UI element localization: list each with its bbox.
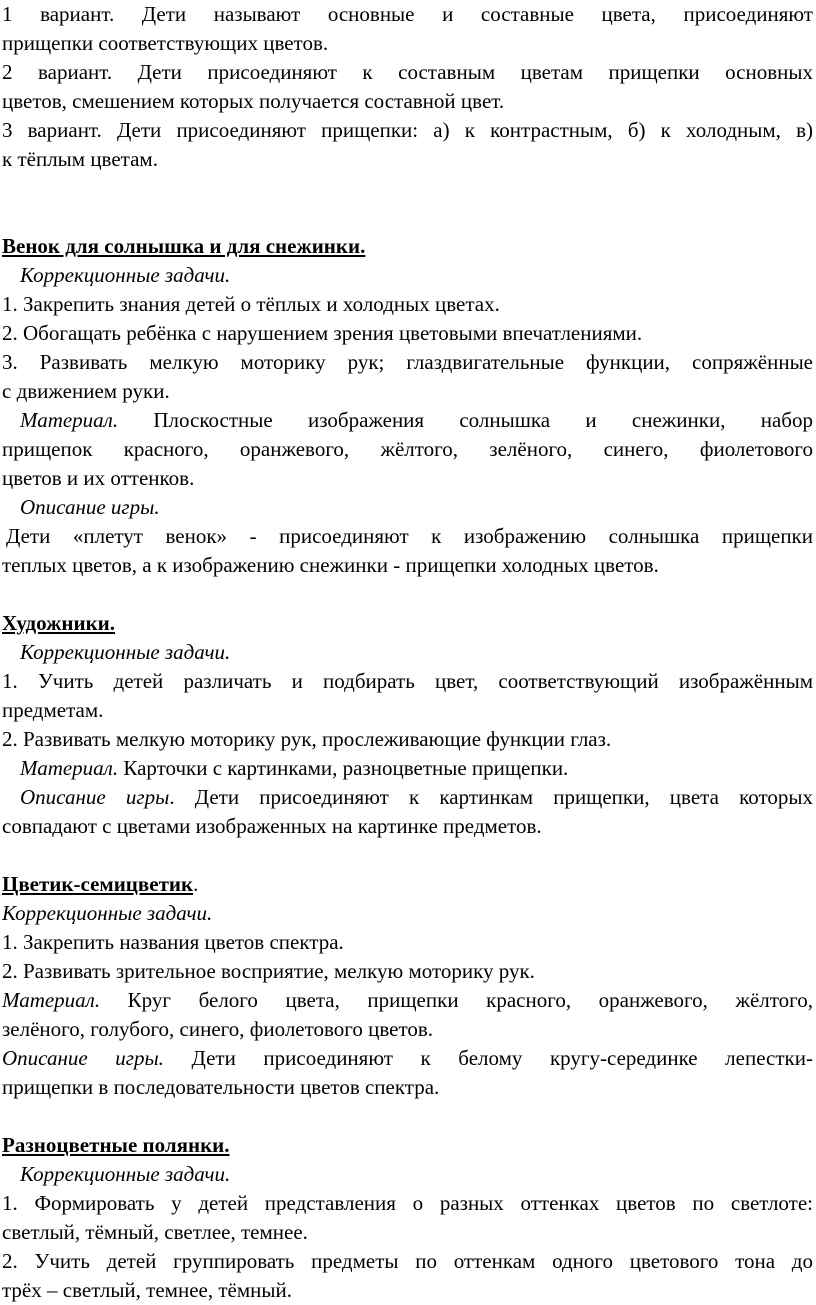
game-artists [2,609,813,841]
task-item: 1. Учить детей различать и подбирать цвет, соответствующий изображённым [2,669,813,693]
description-text: Дети присоединяют к белому кругу-серединке лепестки- [163,1046,813,1070]
intro-variants [2,0,813,174]
task-item: 1. Закрепить знания детей о тёплых и холодных цветах. [2,292,500,316]
description-line: совпадают с цветами изображенных на картинке предметов. [2,814,542,838]
task-item: 1. Закрепить названия цветов спектра. [2,930,344,954]
description-label: Описание игры [20,785,170,809]
description-line: теплых цветов, а к изображению снежинки - прищепки холодных цветов. [2,553,659,577]
task-item: 2. Учить детей группировать предметы по оттенкам одного цветового тона до [2,1249,813,1273]
material-line [2,754,813,783]
tasks-label: Коррекционные задачи. [20,1162,231,1186]
variant-2-line-2: цветов, смешением которых получается составной цвет. [2,89,505,113]
variant-1-line-2: прищепки соответствующих цветов. [2,31,329,55]
game-title: Венок для солнышка и для снежинки. [2,234,366,258]
blank-line [2,1102,813,1131]
task-item: 2. Развивать мелкую моторику рук, прослеживающие функции глаз. [2,727,612,751]
title-dot: . [193,872,199,896]
description-text: . Дети присоединяют к картинкам прищепки, цвета которых [169,785,813,809]
variant-3-line-2: к тёплым цветам. [2,147,158,171]
task-item: 2. Развивать зрительное восприятие, мелкую моторику рук. [2,959,535,983]
variant-1-line-1: 1 вариант. Дети называют основные и составные цвета, присоединяют [2,2,813,26]
blank-line [2,203,813,232]
game-seven-flower [2,870,813,1102]
description-line [2,783,813,812]
material-label: Материал. [20,408,119,432]
variant-2-line-1: 2 вариант. Дети присоединяют к составным цветам прищепки основных [2,60,813,84]
task-item: 3. Развивать мелкую моторику рук; глаздвигательные функции, сопряжённые [2,350,813,374]
task-item: 2. Обогащать ребёнка с нарушением зрения цветовыми впечатлениями. [2,321,643,345]
variant-3-line-1: 3 вариант. Дети присоединяют прищепки: а) к контрастным, б) к холодным, в) [2,118,813,142]
task-item: с движением руки. [2,379,170,403]
material-line: цветов и их оттенков. [2,466,195,490]
description-line: прищепки в последовательности цветов спектра. [2,1075,440,1099]
blank-line [2,580,813,609]
material-text: Карточки с картинками, разноцветные прищепки. [118,756,569,780]
description-label: Описание игры. [2,1046,164,1070]
blank-line [2,841,813,870]
material-line: зелёного, голубого, синего, фиолетового цветов. [2,1017,434,1041]
tasks-label: Коррекционные задачи. [2,901,213,925]
material-label: Материал. [2,988,101,1012]
material-text: Плоскостные изображения солнышка и снежинки, набор [118,408,813,432]
material-line [2,986,813,1015]
material-text: Круг белого цвета, прищепки красного, оранжевого, жёлтого, [100,988,813,1012]
game-title-line [2,870,813,899]
description-line: Дети «плетут венок» - присоединяют к изображению солнышка прищепки [6,524,813,548]
tasks-label: Коррекционные задачи. [20,263,231,287]
material-line [2,406,813,435]
task-item: трёх – светлый, темнее, тёмный. [2,1278,292,1302]
tasks-label: Коррекционные задачи. [20,640,231,664]
game-colorful-meadows [2,1131,813,1305]
game-title: Цветик-семицветик [2,872,194,896]
material-label: Материал. [20,756,119,780]
material-line: прищепок красного, оранжевого, жёлтого, зелёного, синего, фиолетового [2,437,813,461]
game-wreath [2,232,813,580]
game-title: Художники. [2,611,116,635]
task-item: предметам. [2,698,104,722]
task-item: светлый, тёмный, светлее, темнее. [2,1220,308,1244]
task-item: 1. Формировать у детей представления о разных оттенках цветов по светлоте: [2,1191,813,1215]
blank-line [2,174,813,203]
description-label: Описание игры. [20,495,160,519]
game-title: Разноцветные полянки. [2,1133,230,1157]
description-line [2,1044,813,1073]
